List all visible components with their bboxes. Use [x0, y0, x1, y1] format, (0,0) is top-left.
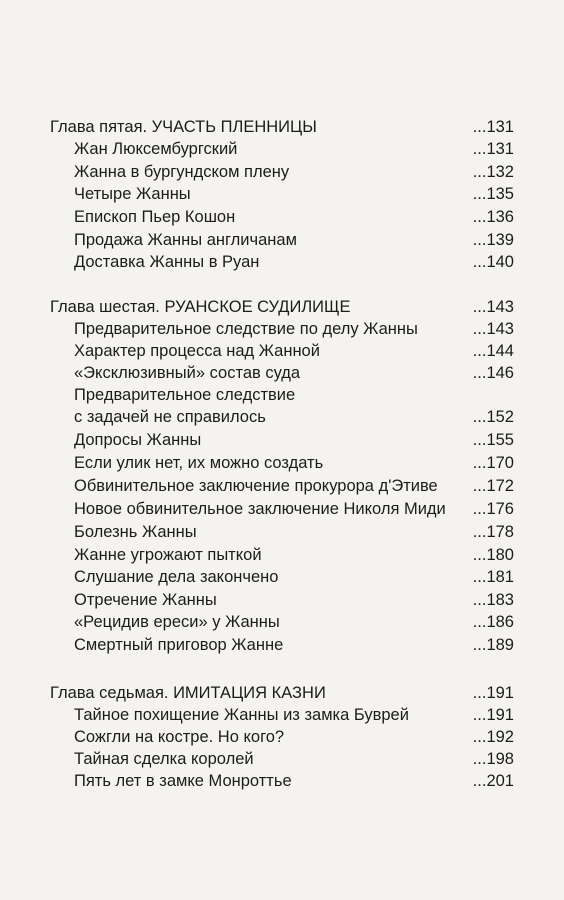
toc-entry-page: ...155 [472, 431, 514, 449]
toc-entry: Предварительное следствие [74, 386, 296, 404]
chapter-title: Глава шестая. РУАНСКОЕ СУДИЛИЩЕ [50, 298, 351, 316]
toc-entry: Пять лет в замке Монроттье [74, 772, 292, 790]
toc-entry: Сожгли на костре. Но кого? [74, 728, 285, 746]
toc-entry: Тайная сделка королей [74, 750, 254, 768]
chapter-page-number: ...191 [472, 684, 514, 702]
toc-entry: Епископ Пьер Кошон [74, 208, 236, 226]
toc-entry-page: ...178 [472, 523, 514, 541]
toc-entry: Продажа Жанны англичанам [74, 231, 297, 249]
toc-entry: Жанна в бургундском плену [74, 163, 290, 181]
chapter-page-number: ...131 [472, 118, 514, 136]
toc-entry: Характер процесса над Жанной [74, 342, 320, 360]
toc-entry-page: ...176 [472, 500, 514, 518]
toc-entry: с задачей не справилось [74, 408, 266, 426]
toc-entry-page: ...183 [472, 591, 514, 609]
toc-entry-page: ...146 [472, 364, 514, 382]
toc-entry: Болезнь Жанны [74, 523, 197, 541]
toc-entry: Если улик нет, их можно создать [74, 454, 324, 472]
toc-entry: Отречение Жанны [74, 591, 217, 609]
toc-entry: Тайное похищение Жанны из замка Буврей [74, 706, 409, 724]
toc-entry-page: ...135 [472, 185, 514, 203]
toc-entry: Четыре Жанны [74, 185, 191, 203]
toc-entry-page: ...201 [472, 772, 514, 790]
toc-entry-page: ...132 [472, 163, 514, 181]
toc-entry-page: ...131 [472, 140, 514, 158]
toc-entry-page: ...180 [472, 546, 514, 564]
toc-entry-page: ...181 [472, 568, 514, 586]
toc-entry: Доставка Жанны в Руан [74, 253, 260, 271]
chapter-page-number: ...143 [472, 298, 514, 316]
toc-entry-page: ...144 [472, 342, 514, 360]
toc-entry: Обвинительное заключение прокурора д'Этиве [74, 477, 438, 495]
toc-entry: Допросы Жанны [74, 431, 202, 449]
toc-entry-page: ...152 [472, 408, 514, 426]
toc-entry: «Эксклюзивный» состав суда [74, 364, 301, 382]
toc-entry-page: ...172 [472, 477, 514, 495]
chapter-title: Глава седьмая. ИМИТАЦИЯ КАЗНИ [50, 684, 326, 702]
toc-entry-page: ...140 [472, 253, 514, 271]
toc-entry-page: ...186 [472, 613, 514, 631]
toc-entry: Предварительное следствие по делу Жанны [74, 320, 418, 338]
toc-entry: Новое обвинительное заключение Николя Миди [74, 500, 446, 518]
toc-entry-page: ...136 [472, 208, 514, 226]
toc-entry-page: ...192 [472, 728, 514, 746]
chapter-title: Глава пятая. УЧАСТЬ ПЛЕННИЦЫ [50, 118, 317, 136]
toc-entry-page: ...170 [472, 454, 514, 472]
toc-entry-page: ...198 [472, 750, 514, 768]
toc-entry: Жанне угрожают пыткой [74, 546, 262, 564]
toc-entry: Слушание дела закончено [74, 568, 279, 586]
toc-entry: Смертный приговор Жанне [74, 636, 284, 654]
toc-entry-page: ...139 [472, 231, 514, 249]
toc-entry: Жан Люксембургский [74, 140, 238, 158]
toc-entry-page: ...143 [472, 320, 514, 338]
toc-entry: «Рецидив ереси» у Жанны [74, 613, 280, 631]
toc-entry-page: ...189 [472, 636, 514, 654]
toc-entry-page: ...191 [472, 706, 514, 724]
